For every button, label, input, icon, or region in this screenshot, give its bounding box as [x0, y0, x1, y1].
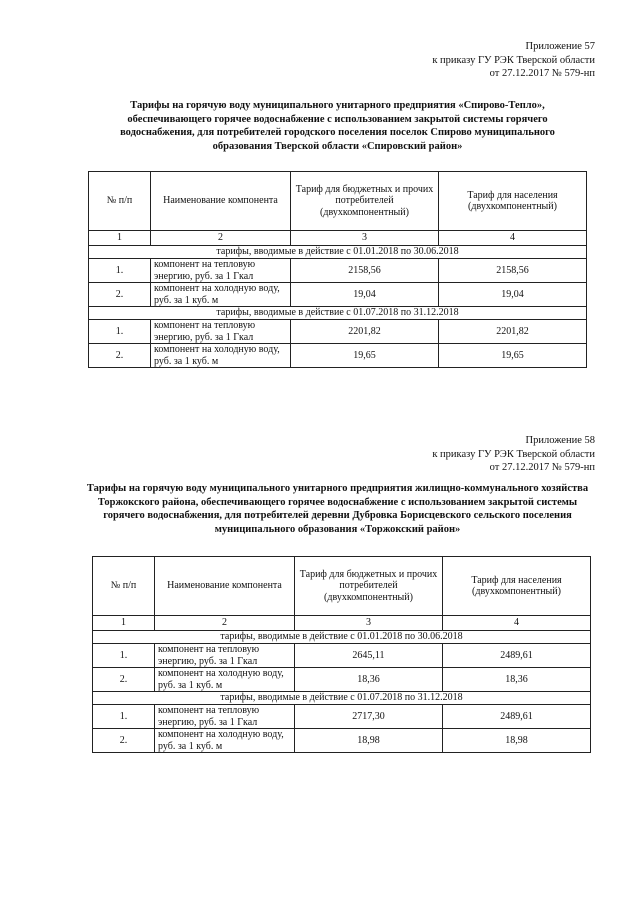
row-budget-value: 2717,30	[295, 705, 443, 729]
appendix-57	[432, 40, 595, 81]
row-number: 2.	[93, 729, 155, 753]
tariff-table-1	[88, 171, 587, 368]
row-population-value: 18,36	[443, 668, 591, 692]
row-component: компонент на холодную воду, руб. за 1 куб. м	[155, 729, 295, 753]
col-number: 4	[439, 231, 587, 246]
appendix-number: Приложение 57	[525, 41, 595, 52]
col-number: 1	[89, 231, 151, 246]
row-population-value: 19,04	[439, 283, 587, 307]
period-label: тарифы, вводимые в действие с 01.01.2018 по 30.06.2018	[89, 246, 587, 259]
row-population-value: 2158,56	[439, 259, 587, 283]
period-label: тарифы, вводимые в действие с 01.07.2018 по 31.12.2018	[89, 307, 587, 320]
table-row	[93, 705, 591, 729]
row-budget-value: 2158,56	[291, 259, 439, 283]
table-row	[89, 344, 587, 368]
row-budget-value: 2201,82	[291, 320, 439, 344]
header-population-tariff: Тариф для населения (двухкомпонентный)	[443, 557, 591, 616]
tariff-table-2	[92, 556, 591, 753]
row-component: компонент на тепловую энергию, руб. за 1 Гкал	[151, 320, 291, 344]
table-row	[89, 283, 587, 307]
row-component: компонент на тепловую энергию, руб. за 1 Гкал	[151, 259, 291, 283]
col-number: 3	[291, 231, 439, 246]
header-number: № п/п	[89, 172, 151, 231]
appendix-number: Приложение 58	[525, 435, 595, 446]
row-population-value: 19,65	[439, 344, 587, 368]
period-label: тарифы, вводимые в действие с 01.01.2018 по 30.06.2018	[93, 631, 591, 644]
row-component: компонент на холодную воду, руб. за 1 куб. м	[151, 344, 291, 368]
appendix-order: к приказу ГУ РЭК Тверской области	[432, 54, 595, 66]
table-row	[93, 644, 591, 668]
col-number: 2	[151, 231, 291, 246]
header-name: Наименование компонента	[155, 557, 295, 616]
row-population-value: 2489,61	[443, 705, 591, 729]
col-number: 3	[295, 616, 443, 631]
table-row	[93, 729, 591, 753]
row-component: компонент на холодную воду, руб. за 1 куб. м	[151, 283, 291, 307]
row-number: 1.	[89, 320, 151, 344]
row-budget-value: 19,65	[291, 344, 439, 368]
appendix-58	[432, 434, 595, 475]
row-budget-value: 19,04	[291, 283, 439, 307]
header-budget-tariff: Тариф для бюджетных и прочих потребителей (двухкомпонентный)	[295, 557, 443, 616]
row-number: 1.	[89, 259, 151, 283]
row-number: 2.	[93, 668, 155, 692]
col-number: 1	[93, 616, 155, 631]
row-population-value: 2489,61	[443, 644, 591, 668]
table-row	[93, 668, 591, 692]
header-population-tariff: Тариф для населения (двухкомпонентный)	[439, 172, 587, 231]
header-budget-tariff: Тариф для бюджетных и прочих потребителей (двухкомпонентный)	[291, 172, 439, 231]
table-row	[89, 259, 587, 283]
header-name: Наименование компонента	[151, 172, 291, 231]
table-row	[89, 320, 587, 344]
row-number: 1.	[93, 644, 155, 668]
appendix-date: от 27.12.2017 № 579-нп	[489, 462, 595, 473]
row-component: компонент на холодную воду, руб. за 1 куб. м	[155, 668, 295, 692]
period-label: тарифы, вводимые в действие с 01.07.2018 по 31.12.2018	[93, 692, 591, 705]
appendix-order: к приказу ГУ РЭК Тверской области	[432, 448, 595, 460]
row-component: компонент на тепловую энергию, руб. за 1 Гкал	[155, 644, 295, 668]
row-budget-value: 2645,11	[295, 644, 443, 668]
row-number: 2.	[89, 283, 151, 307]
tariff-title-2: Тарифы на горячую воду муниципального унитарного предприятия жилищно-коммунального хозяйства Торжокского района, обеспечивающего горячее водоснабжение с использованием закрытой системы горячего водоснабжения, для потребителей деревни Дубровка Борисцевского сельского поселения муниципального образования «Торжокский район»	[86, 483, 589, 535]
row-number: 2.	[89, 344, 151, 368]
row-budget-value: 18,36	[295, 668, 443, 692]
col-number: 2	[155, 616, 295, 631]
row-number: 1.	[93, 705, 155, 729]
header-number: № п/п	[93, 557, 155, 616]
row-population-value: 18,98	[443, 729, 591, 753]
appendix-date: от 27.12.2017 № 579-нп	[489, 68, 595, 79]
row-component: компонент на тепловую энергию, руб. за 1 Гкал	[155, 705, 295, 729]
row-population-value: 2201,82	[439, 320, 587, 344]
col-number: 4	[443, 616, 591, 631]
row-budget-value: 18,98	[295, 729, 443, 753]
tariff-title-1: Тарифы на горячую воду муниципального унитарного предприятия «Спирово-Тепло», обеспечивающего горячее водоснабжение с использованием закрытой системы горячего водоснабжения, для потребителей городского поселения поселок Спирово муниципального образования Тверской области «Спировский район»	[120, 100, 555, 152]
